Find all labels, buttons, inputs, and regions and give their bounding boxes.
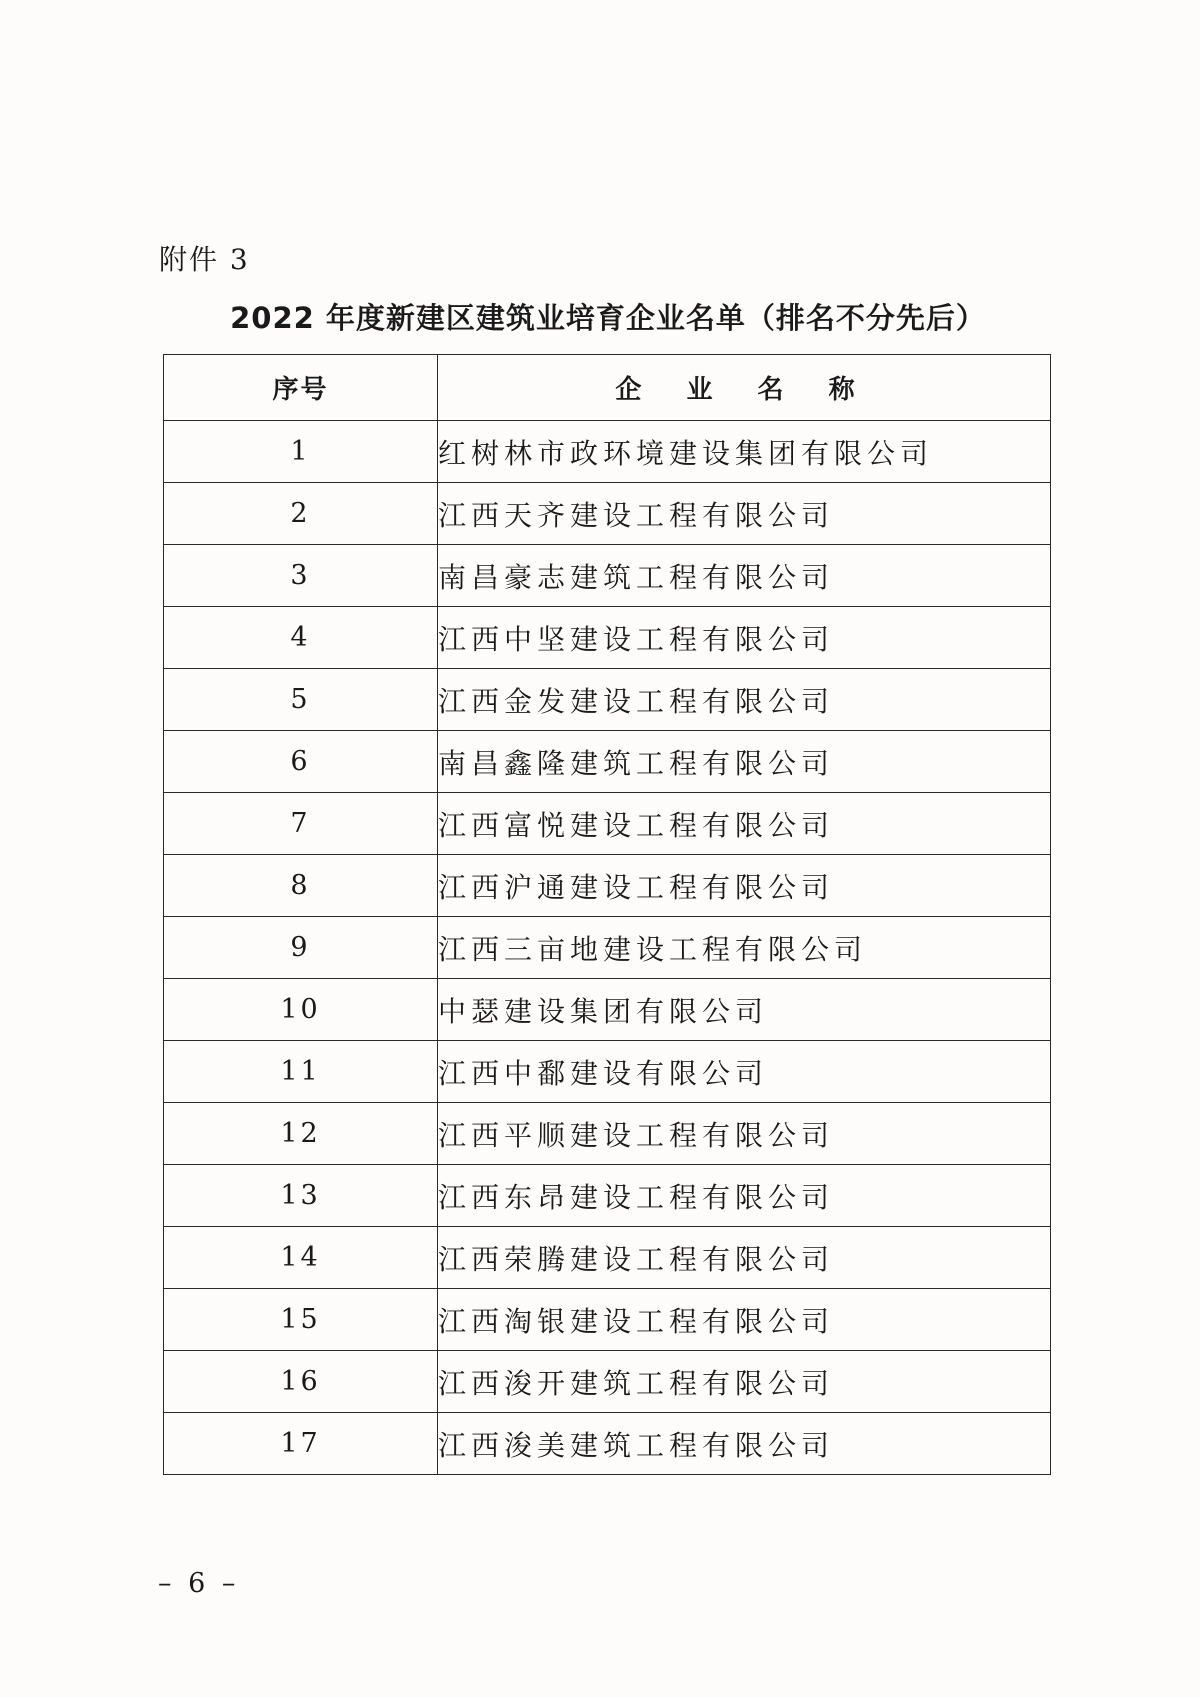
row-index: 13 (164, 1165, 438, 1227)
row-company-name: 江西中坚建设工程有限公司 (438, 607, 1051, 669)
row-index: 16 (164, 1351, 438, 1413)
row-company-name: 江西淘银建设工程有限公司 (438, 1289, 1051, 1351)
row-index: 12 (164, 1103, 438, 1165)
row-index: 10 (164, 979, 438, 1041)
row-company-name: 江西中鄱建设有限公司 (438, 1041, 1051, 1103)
table-header-row (164, 355, 1051, 421)
table-row (164, 421, 1051, 483)
row-company-name: 江西浚开建筑工程有限公司 (438, 1351, 1051, 1413)
row-index: 14 (164, 1227, 438, 1289)
row-index: 7 (164, 793, 438, 855)
page-number: – 6 – (158, 1568, 240, 1599)
row-index: 3 (164, 545, 438, 607)
header-index: 序号 (164, 355, 438, 421)
company-list-table (163, 354, 1051, 1475)
row-company-name: 江西荣腾建设工程有限公司 (438, 1227, 1051, 1289)
row-company-name: 南昌豪志建筑工程有限公司 (438, 545, 1051, 607)
row-company-name: 红树林市政环境建设集团有限公司 (438, 421, 1051, 483)
row-company-name: 南昌鑫隆建筑工程有限公司 (438, 731, 1051, 793)
row-company-name: 江西浚美建筑工程有限公司 (438, 1413, 1051, 1475)
table-row (164, 1227, 1051, 1289)
row-index: 11 (164, 1041, 438, 1103)
row-index: 4 (164, 607, 438, 669)
table-row (164, 1413, 1051, 1475)
attachment-label: 附件 3 (159, 243, 250, 276)
table-row (164, 917, 1051, 979)
row-company-name: 江西平顺建设工程有限公司 (438, 1103, 1051, 1165)
row-company-name: 江西天齐建设工程有限公司 (438, 483, 1051, 545)
table-row (164, 1103, 1051, 1165)
header-company-name: 企 业 名 称 (438, 355, 1051, 421)
row-company-name: 江西三亩地建设工程有限公司 (438, 917, 1051, 979)
table-row (164, 731, 1051, 793)
row-index: 5 (164, 669, 438, 731)
table-row (164, 855, 1051, 917)
table-row (164, 1041, 1051, 1103)
row-index: 1 (164, 421, 438, 483)
row-company-name: 江西东昂建设工程有限公司 (438, 1165, 1051, 1227)
row-index: 2 (164, 483, 438, 545)
table-row (164, 1351, 1051, 1413)
document-title-text: 2022 年度新建区建筑业培育企业名单（排名不分先后） (230, 301, 986, 335)
row-company-name: 江西金发建设工程有限公司 (438, 669, 1051, 731)
row-company-name: 江西沪通建设工程有限公司 (438, 855, 1051, 917)
table-row (164, 793, 1051, 855)
row-index: 17 (164, 1413, 438, 1475)
table-row (164, 545, 1051, 607)
row-index: 9 (164, 917, 438, 979)
row-index: 6 (164, 731, 438, 793)
table-row (164, 979, 1051, 1041)
table-row (164, 607, 1051, 669)
table-row (164, 1289, 1051, 1351)
table-row (164, 483, 1051, 545)
table-row (164, 1165, 1051, 1227)
row-company-name: 中瑟建设集团有限公司 (438, 979, 1051, 1041)
row-index: 8 (164, 855, 438, 917)
row-company-name: 江西富悦建设工程有限公司 (438, 793, 1051, 855)
row-index: 15 (164, 1289, 438, 1351)
table-row (164, 669, 1051, 731)
document-title (0, 296, 1200, 337)
